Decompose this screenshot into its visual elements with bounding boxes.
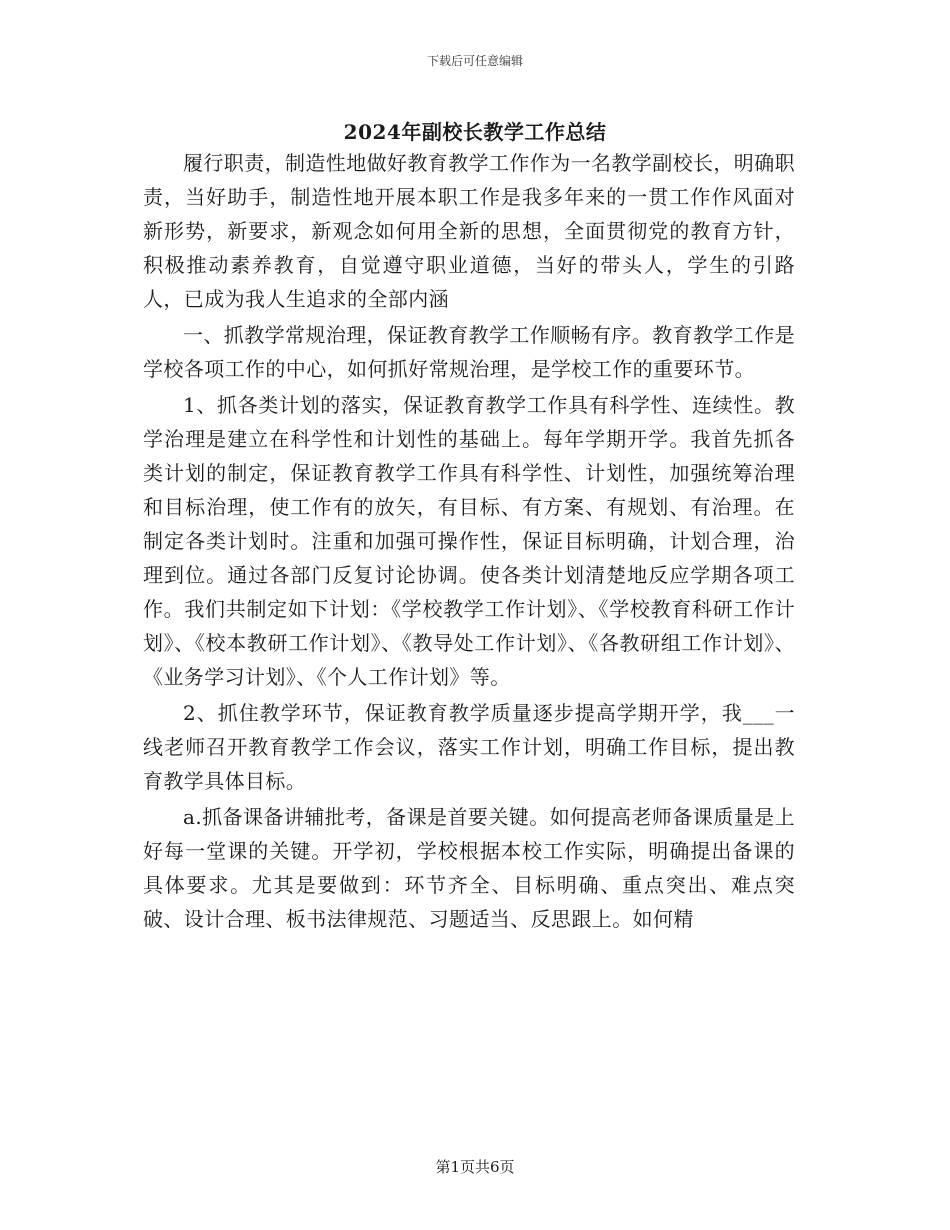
- paragraph-item-2: 2、抓住教学环节，保证教育教学质量逐步提高学期开学，我___一线老师召开教育教学工作会议，落实工作计划，明确工作目标，提出教育教学具体目标。: [143, 701, 795, 793]
- paragraph-item-1: 1、抓各类计划的落实，保证教育教学工作具有科学性、连续性。教学治理是建立在科学性和计划性的基础上。每年学期开学。我首先抓各类计划的制定，保证教育教学工作具有科学性、计划性，加强统筹治理和目标治理，使工作有的放矢，有目标、有方案、有规划、有治理。在制定各类计划时。注重和加强可操作性，保证目标明确，计划合理，治理到位。通过各部门反复讨论协调。使各类计划清楚地反应学期各项工作。我们共制定如下计划：《学校教学工作计划》、《学校教育科研工作计划》、《校本教研工作计划》、《教导处工作计划》、《各教研组工作计划》、《业务学习计划》、《个人工作计划》等。: [143, 393, 795, 689]
- page-footer-number: 第1页共6页: [435, 1158, 515, 1176]
- document-body: [143, 146, 795, 938]
- paragraph-item-a: a.抓备课备讲辅批考，备课是首要关键。如何提高老师备课质量是上好每一堂课的关键。开学初，学校根据本校工作实际，明确提出备课的具体要求。尤其是要做到：环节齐全、目标明确、重点突出、难点突破、设计合理、板书法律规范、习题适当、反思跟上。如何精: [143, 805, 795, 931]
- paragraph-intro: 履行职责，制造性地做好教育教学工作作为一名教学副校长，明确职责，当好助手，制造性地开展本职工作是我多年来的一贯工作作风面对新形势，新要求，新观念如何用全新的思想，全面贯彻党的教育方针，积极推动素养教育，自觉遵守职业道德，当好的带头人，学生的引路人，已成为我人生追求的全部内涵: [143, 151, 795, 311]
- document-title: 2024年副校长教学工作总结: [343, 120, 607, 144]
- page-header-note: 下载后可任意编辑: [426, 54, 523, 68]
- paragraph-section-1: 一、抓教学常规治理，保证教育教学工作顺畅有序。教育教学工作是学校各项工作的中心，如何抓好常规治理，是学校工作的重要环节。: [143, 323, 795, 381]
